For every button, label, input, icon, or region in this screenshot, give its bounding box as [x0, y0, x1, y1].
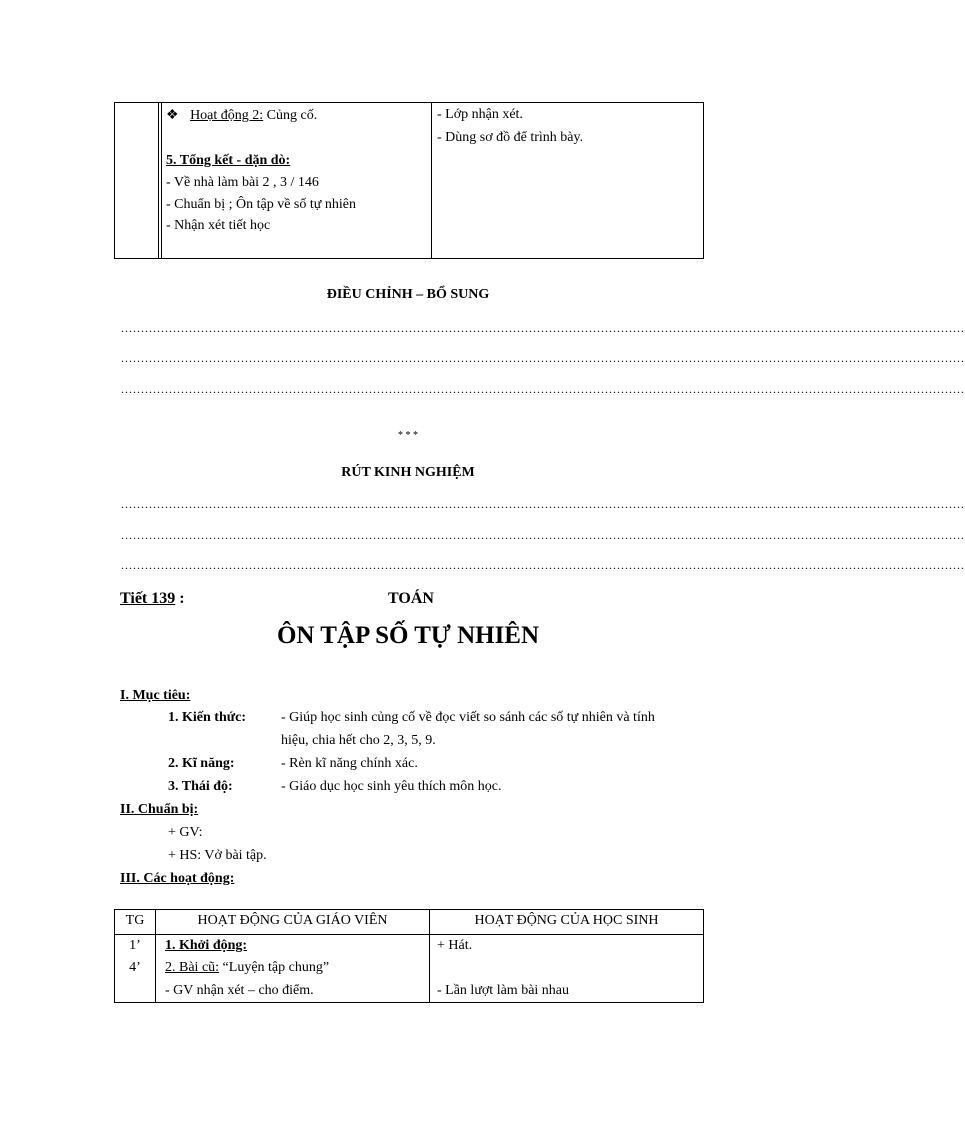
teacher-note: - GV nhận xét – cho điểm.	[165, 983, 314, 998]
objective-label: 3. Thái độ:	[168, 779, 233, 794]
adjust-title: ĐIỀU CHỈNH – BỔ SUNG	[326, 287, 490, 302]
dotted-line: ...................................................................................................................................................................................................................	[121, 321, 965, 335]
preparation-hs: + HS: Vở bài tập.	[168, 848, 267, 863]
activity-2-line	[166, 107, 317, 124]
objective-text: - Giúp học sinh củng cố về đọc viết so sánh các số tự nhiên và tính	[281, 710, 655, 725]
warmup-label: 1. Khởi động:	[165, 938, 248, 953]
activity-2-label: Hoạt động 2:	[190, 108, 264, 123]
dotted-line: ...................................................................................................................................................................................................................	[121, 497, 965, 511]
period-label: Tiết 139 :	[120, 590, 185, 607]
objective-label: 1. Kiến thức:	[168, 710, 247, 725]
summary-item: - Chuẩn bị ; Ôn tập về số tự nhiên	[166, 197, 356, 212]
objective-text: hiệu, chia hết cho 2, 3, 5, 9.	[281, 733, 436, 748]
objective-text: - Rèn kĩ năng chính xác.	[281, 756, 418, 771]
summary-item: - Nhận xét tiết học	[166, 218, 271, 233]
objectives-heading: I. Mục tiêu:	[120, 688, 191, 703]
experience-title: RÚT KINH NGHIỆM	[341, 465, 475, 480]
dotted-line: ...................................................................................................................................................................................................................	[121, 382, 965, 396]
header-student: HOẠT ĐỘNG CỦA HỌC SINH	[474, 913, 659, 928]
student-item: - Dùng sơ đồ để trình bày.	[437, 130, 584, 145]
review-label: 2. Bài cũ:	[165, 960, 220, 975]
summary-item: - Về nhà làm bài 2 , 3 / 146	[166, 175, 319, 190]
dotted-line: ...................................................................................................................................................................................................................	[121, 558, 965, 572]
student-sing: + Hát.	[437, 938, 473, 953]
diamond-bullet-icon: ❖	[166, 108, 179, 123]
header-teacher: HOẠT ĐỘNG CỦA GIÁO VIÊN	[197, 913, 388, 928]
lesson-title: ÔN TẬP SỐ TỰ NHIÊN	[276, 622, 540, 649]
separator: * * *	[398, 430, 418, 441]
student-note: - Lần lượt làm bài nhau	[437, 983, 570, 998]
header-time: TG	[125, 913, 145, 928]
student-item: - Lớp nhận xét.	[437, 107, 523, 122]
activities-heading: III. Các hoạt động:	[120, 871, 235, 886]
dotted-line: ...................................................................................................................................................................................................................	[121, 528, 965, 542]
activity-2-text: Củng cố.	[263, 108, 318, 123]
time-cell: 4’	[129, 960, 141, 975]
preparation-heading: II. Chuẩn bị:	[120, 802, 199, 817]
time-cell: 1’	[129, 938, 141, 953]
dotted-line: ...................................................................................................................................................................................................................	[121, 351, 965, 365]
objective-label: 2. Kĩ năng:	[168, 756, 235, 771]
summary-heading: 5. Tổng kết - dặn dò:	[166, 153, 291, 168]
subject: TOÁN	[388, 590, 434, 607]
review-line	[165, 960, 329, 976]
preparation-gv: + GV:	[168, 825, 203, 840]
objective-text: - Giáo dục học sinh yêu thích môn học.	[281, 779, 502, 794]
review-text: “Luyện tập chung”	[219, 960, 330, 975]
